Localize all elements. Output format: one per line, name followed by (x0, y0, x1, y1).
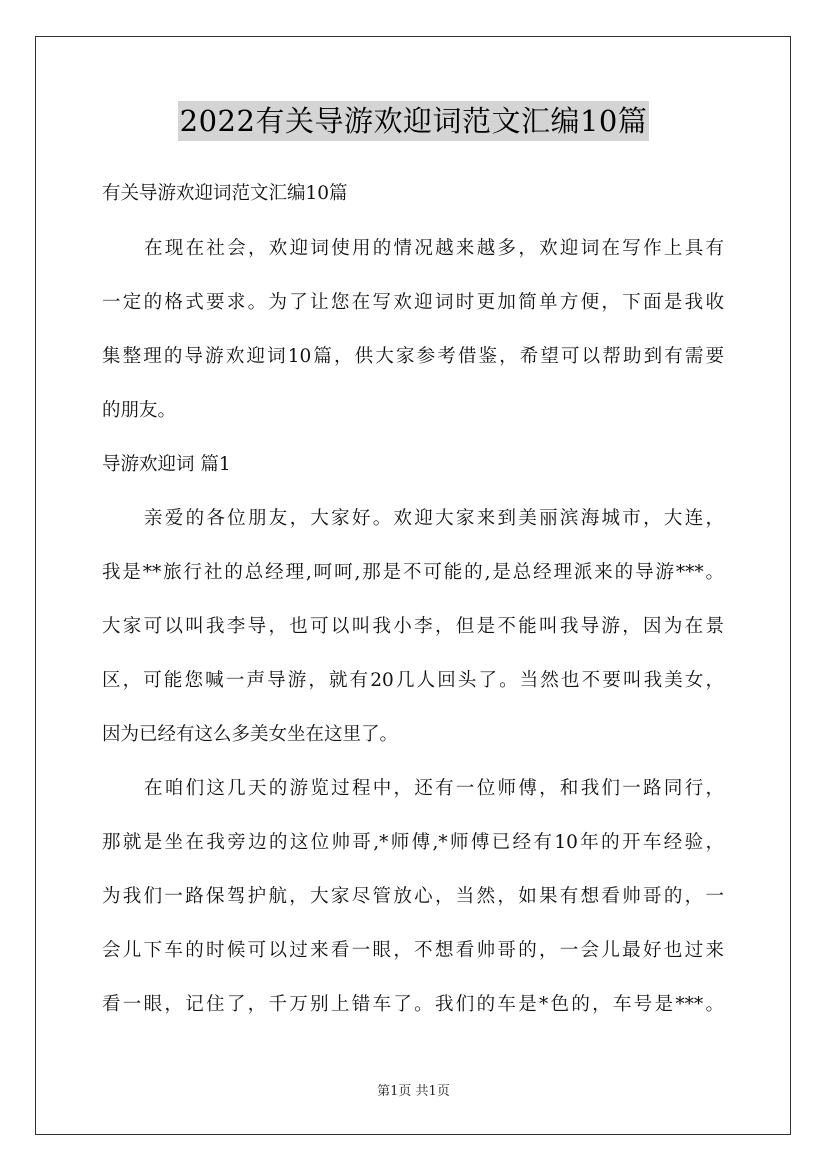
paragraph-line: 那就是坐在我旁边的这位帅哥,*师傅,*师傅已经有10年的开车经验， (102, 832, 724, 853)
title-container (0, 101, 827, 141)
paragraph-line: 集整理的导游欢迎词10篇，供大家参考借鉴，希望可以帮助到有需要 (102, 346, 724, 367)
paragraph-line: 会儿下车的时候可以过来看一眼，不想看帅哥的，一会儿最好也过来 (102, 940, 724, 961)
section-heading: 导游欢迎词 篇1 (102, 454, 231, 475)
document-title: 2022有关导游欢迎词范文汇编10篇 (178, 101, 650, 141)
paragraph-line: 亲爱的各位朋友，大家好。欢迎大家来到美丽滨海城市，大连， (144, 508, 724, 529)
paragraph-line: 在现在社会，欢迎词使用的情况越来越多，欢迎词在写作上具有 (144, 238, 724, 259)
paragraph-line: 区，可能您喊一声导游，就有20几人回头了。当然也不要叫我美女， (102, 670, 724, 691)
paragraph-line: 我是**旅行社的总经理,呵呵,那是不可能的,是总经理派来的导游***。 (102, 562, 724, 583)
paragraph-line: 为我们一路保驾护航，大家尽管放心，当然，如果有想看帅哥的，一 (102, 886, 724, 907)
paragraph-line: 一定的格式要求。为了让您在写欢迎词时更加简单方便，下面是我收 (102, 292, 724, 313)
paragraph-line: 的朋友。 (102, 400, 177, 421)
paragraph-line: 因为已经有这么多美女坐在这里了。 (102, 724, 399, 745)
paragraph-line: 大家可以叫我李导，也可以叫我小李，但是不能叫我导游，因为在景 (102, 616, 724, 637)
page-number: 第1页 共1页 (377, 1084, 450, 1099)
paragraph-line: 看一眼，记住了，千万别上错车了。我们的车是*色的，车号是***。 (102, 994, 724, 1015)
paragraph-line: 在咱们这几天的游览过程中，还有一位师傅，和我们一路同行， (144, 778, 724, 799)
subtitle-line: 有关导游欢迎词范文汇编10篇 (102, 183, 348, 204)
